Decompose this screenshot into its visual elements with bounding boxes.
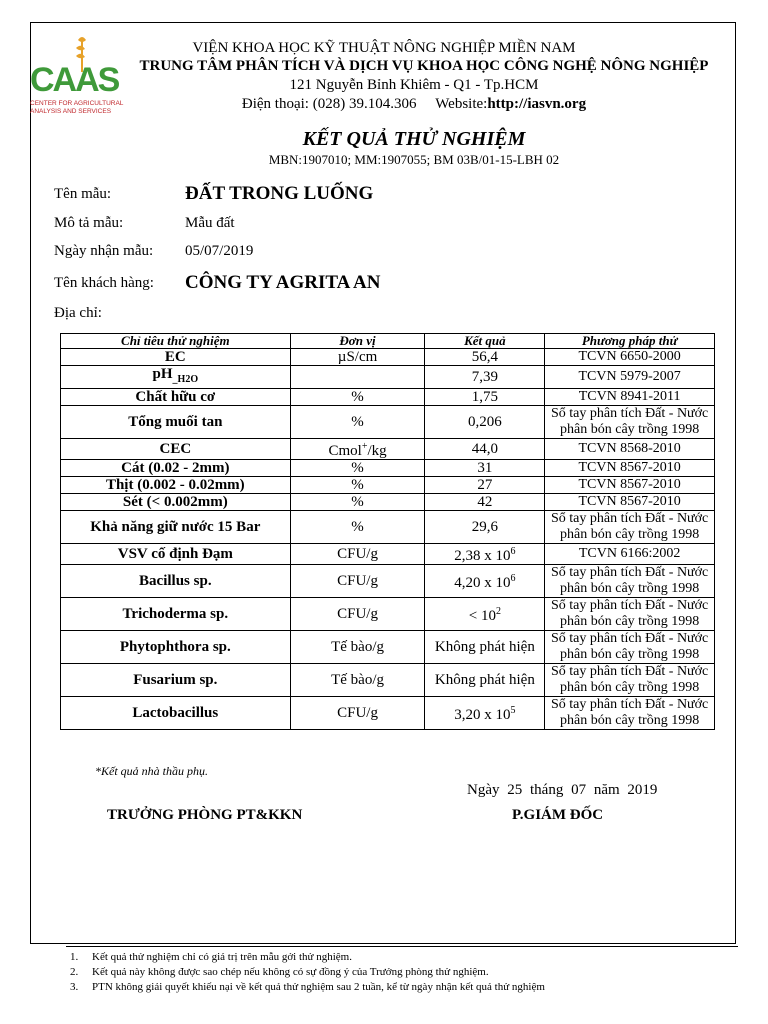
table-row (61, 511, 715, 544)
table-row (61, 565, 715, 598)
footnote-divider (66, 946, 738, 947)
table-row (61, 494, 715, 511)
result-cell: 3,20 x $10^5$ (425, 697, 545, 730)
unit-cell: Tế bào/g (290, 664, 425, 697)
signature-head-of-lab: TRƯỞNG PHÒNG PT&KKN (107, 807, 303, 823)
method-cell: Sổ tay phân tích Đất - Nước phân bón cây trồng 1998 (545, 565, 715, 598)
parameter-cell: Chất hữu cơ (61, 389, 291, 406)
table-row (61, 664, 715, 697)
parameter-cell: VSV cố định Đạm (61, 544, 291, 565)
result-cell: Không phát hiện (425, 664, 545, 697)
results-table (60, 333, 715, 730)
customer-label: Tên khách hàng: (54, 275, 154, 291)
table-row (61, 366, 715, 389)
header-institute: VIỆN KHOA HỌC KỸ THUẬT NÔNG NGHIỆP MIỀN NAM (192, 40, 576, 56)
sample-desc-value: Mẫu đất (185, 215, 235, 231)
unit-cell (290, 366, 425, 389)
result-cell: 29,6 (425, 511, 545, 544)
parameter-cell: Fusarium sp. (61, 664, 291, 697)
result-cell: 44,0 (425, 439, 545, 460)
unit-cell: µS/cm (290, 349, 425, 366)
sample-name-value: ĐẤT TRONG LUỐNG (185, 183, 374, 204)
result-cell: 2,38 x $10^6$ (425, 544, 545, 565)
result-cell: Không phát hiện (425, 631, 545, 664)
unit-cell: CFU/g (290, 565, 425, 598)
unit-cell: % (290, 494, 425, 511)
parameter-cell: Trichoderma sp. (61, 598, 291, 631)
method-cell: Sổ tay phân tích Đất - Nước phân bón cây trồng 1998 (545, 406, 715, 439)
table-row (61, 598, 715, 631)
col-header-parameter: Chỉ tiêu thử nghiệm (61, 334, 291, 349)
logo-text: CAAS (30, 61, 119, 99)
parameter-cell: Thịt (0.002 - 0.02mm) (61, 477, 291, 494)
table-row (61, 697, 715, 730)
method-cell: TCVN 8567-2010 (545, 477, 715, 494)
parameter-cell: Phytophthora sp. (61, 631, 291, 664)
result-cell: 42 (425, 494, 545, 511)
method-cell: TCVN 8568-2010 (545, 439, 715, 460)
unit-cell: CFU/g (290, 697, 425, 730)
result-cell: < $10^2$ (425, 598, 545, 631)
result-cell: 7,39 (425, 366, 545, 389)
col-header-method: Phương pháp thử (545, 334, 715, 349)
result-cell: 27 (425, 477, 545, 494)
col-header-result: Kết quả (425, 334, 545, 349)
report-date: Ngày 25 tháng 07 năm 2019 (467, 782, 658, 798)
table-row (61, 631, 715, 664)
result-cell: 1,75 (425, 389, 545, 406)
method-cell: Sổ tay phân tích Đất - Nước phân bón cây trồng 1998 (545, 631, 715, 664)
table-header-row (61, 334, 715, 349)
header-website-link[interactable]: http://iasvn.org (487, 96, 587, 112)
parameter-cell: Bacillus sp. (61, 565, 291, 598)
sample-desc-label: Mô tả mẫu: (54, 215, 124, 231)
table-row (61, 439, 715, 460)
unit-cell: % (290, 511, 425, 544)
method-cell: Sổ tay phân tích Đất - Nước phân bón cây trồng 1998 (545, 598, 715, 631)
signature-deputy-director: P.GIÁM ĐỐC (512, 807, 604, 823)
method-cell: TCVN 8567-2010 (545, 460, 715, 477)
header-website-label: Website: (435, 96, 488, 112)
table-row (61, 544, 715, 565)
unit-cell: % (290, 389, 425, 406)
unit-cell: % (290, 460, 425, 477)
result-cell: 31 (425, 460, 545, 477)
table-row (61, 349, 715, 366)
method-cell: TCVN 6650-2000 (545, 349, 715, 366)
col-header-unit: Đơn vị (290, 334, 425, 349)
method-cell: TCVN 8941-2011 (545, 389, 715, 406)
header-contact (30, 96, 768, 113)
unit-cell: Tế bào/g (290, 631, 425, 664)
logo-subtitle: CENTER FOR AGRICULTURAL ANALYSIS AND SERVICES (30, 100, 124, 115)
method-cell: Sổ tay phân tích Đất - Nước phân bón cây trồng 1998 (545, 664, 715, 697)
customer-value: CÔNG TY AGRITA AN (185, 272, 381, 293)
parameter-cell: $pH_{\_H2O}$ (61, 366, 291, 389)
header-phone: Điện thoại: (028) 39.104.306 (241, 96, 417, 112)
receive-date-value: 05/07/2019 (185, 243, 254, 259)
method-cell: TCVN 8567-2010 (545, 494, 715, 511)
method-cell: Sổ tay phân tích Đất - Nước phân bón cây trồng 1998 (545, 697, 715, 730)
method-cell: TCVN 5979-2007 (545, 366, 715, 389)
footnote-1: 1. Kết quả thử nghiệm chỉ có giá trị trên mẫu gởi thử nghiệm. (70, 951, 352, 963)
address-label: Địa chỉ: (54, 305, 102, 321)
parameter-cell: EC (61, 349, 291, 366)
result-cell: 4,20 x $10^6$ (425, 565, 545, 598)
table-row (61, 406, 715, 439)
parameter-cell: Tổng muối tan (61, 406, 291, 439)
header-center: TRUNG TÂM PHÂN TÍCH VÀ DỊCH VỤ KHOA HỌC CÔNG NGHỆ NÔNG NGHIỆP (139, 58, 709, 74)
table-row (61, 477, 715, 494)
result-cell: 0,206 (425, 406, 545, 439)
table-row (61, 460, 715, 477)
header-address: 121 Nguyễn Bỉnh Khiêm - Q1 - Tp.HCM (289, 77, 539, 93)
parameter-cell: CEC (61, 439, 291, 460)
method-cell: Sổ tay phân tích Đất - Nước phân bón cây trồng 1998 (545, 511, 715, 544)
result-cell: 56,4 (425, 349, 545, 366)
parameter-cell: Lactobacillus (61, 697, 291, 730)
unit-cell: Cmol+/kg (290, 439, 425, 460)
receive-date-label: Ngày nhận mẫu: (54, 243, 154, 259)
unit-cell: CFU/g (290, 544, 425, 565)
footnote-3: 3. PTN không giải quyết khiếu nại về kết quả thử nghiệm sau 2 tuần, kể từ ngày nhận kết quả thử nghiệm (70, 981, 545, 993)
parameter-cell: Khả năng giữ nước 15 Bar (61, 511, 291, 544)
footnote-2: 2. Kết quả này không được sao chép nếu không có sự đồng ý của Trưởng phòng thử nghiệm. (70, 966, 489, 978)
unit-cell: % (290, 406, 425, 439)
document-code: MBN:1907010; MM:1907055; BM 03B/01-15-LBH 02 (268, 152, 560, 167)
document-title: KẾT QUẢ THỬ NGHIỆM (302, 128, 526, 150)
unit-cell: % (290, 477, 425, 494)
parameter-cell: Cát (0.02 - 2mm) (61, 460, 291, 477)
parameter-cell: Sét (< 0.002mm) (61, 494, 291, 511)
unit-cell: CFU/g (290, 598, 425, 631)
subcontract-note: *Kết quả nhà thầu phụ. (95, 764, 208, 778)
method-cell: TCVN 6166:2002 (545, 544, 715, 565)
sample-name-label: Tên mẫu: (54, 186, 112, 202)
table-row (61, 389, 715, 406)
